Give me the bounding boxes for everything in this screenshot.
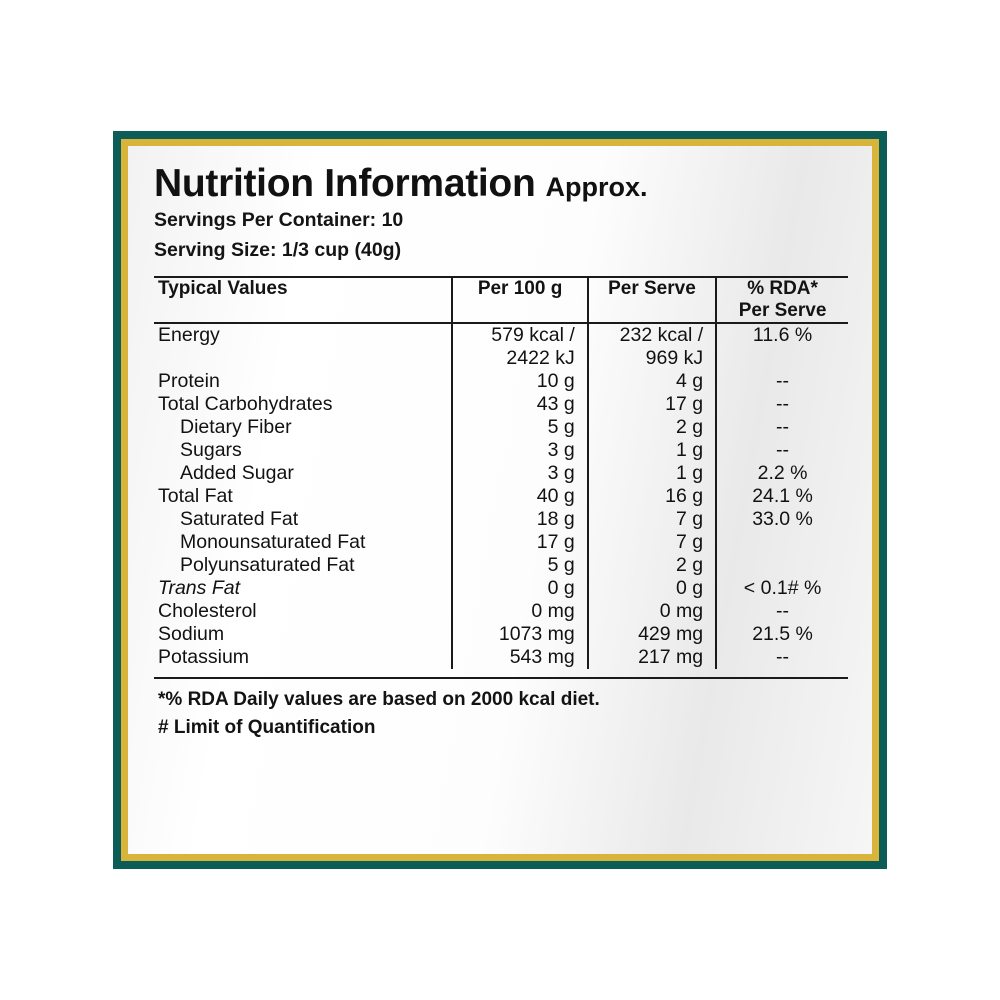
row-rda: -- [716, 393, 848, 416]
row-per-serve: 0 g [588, 577, 716, 600]
serving-size: Serving Size: 1/3 cup (40g) [154, 238, 402, 261]
row-rda: -- [716, 370, 848, 393]
row-per-100g: 17 g [452, 531, 587, 554]
table-row [154, 508, 848, 531]
table-row [154, 623, 848, 646]
row-per-100g: 2422 kJ [452, 347, 587, 370]
page-title: Nutrition Information [154, 162, 536, 205]
footnote-loq: # Limit of Quantification [158, 716, 376, 738]
row-per-serve: 7 g [588, 508, 716, 531]
table-header-row [154, 277, 848, 323]
outer-teal-border [113, 131, 887, 869]
row-rda: 33.0 % [716, 508, 848, 531]
row-label: Total Carbohydrates [158, 393, 333, 416]
table-row [154, 323, 848, 347]
row-per-100g: 10 g [452, 370, 587, 393]
row-per-serve: 1 g [588, 439, 716, 462]
inner-gold-border [121, 139, 879, 861]
row-rda: 11.6 % [716, 323, 848, 347]
row-label: Added Sugar [180, 462, 294, 485]
table-row [154, 577, 848, 600]
table-row [154, 600, 848, 623]
header-typical-values: Typical Values [154, 277, 452, 323]
header-per-serve: Per Serve [588, 277, 716, 323]
table-row [154, 416, 848, 439]
row-rda: 2.2 % [716, 462, 848, 485]
table-row [154, 531, 848, 554]
table-row [154, 347, 848, 370]
row-per-serve: 2 g [588, 416, 716, 439]
servings-per-container: Servings Per Container: 10 [154, 208, 404, 231]
header-per-100g: Per 100 g [452, 277, 587, 323]
row-label: Sodium [158, 623, 225, 646]
row-per-serve: 1 g [588, 462, 716, 485]
row-rda: 24.1 % [716, 485, 848, 508]
footnote-rda: *% RDA Daily values are based on 2000 kcal diet. [158, 689, 600, 711]
header-rda-line2: Per Serve [738, 300, 827, 322]
row-per-serve: 17 g [588, 393, 716, 416]
row-rda: 21.5 % [716, 623, 848, 646]
row-rda: -- [716, 600, 848, 623]
row-rda: -- [716, 439, 848, 462]
row-per-serve: 0 mg [588, 600, 716, 623]
title-row [154, 164, 848, 205]
row-rda [716, 554, 848, 577]
row-per-100g: 1073 mg [452, 623, 587, 646]
footnotes [154, 677, 848, 741]
row-per-100g: 18 g [452, 508, 587, 531]
row-per-100g: 543 mg [452, 646, 587, 669]
row-label: Dietary Fiber [180, 416, 292, 439]
row-per-serve: 16 g [588, 485, 716, 508]
row-per-serve: 429 mg [588, 623, 716, 646]
header-rda-line1: % RDA* [747, 278, 818, 300]
row-per-serve: 7 g [588, 531, 716, 554]
row-label: Sugars [180, 439, 242, 462]
row-label: Monounsaturated Fat [180, 531, 366, 554]
approx-note: Approx. [545, 172, 648, 202]
row-per-100g: 43 g [452, 393, 587, 416]
row-label: Total Fat [158, 485, 233, 508]
row-per-serve: 217 mg [588, 646, 716, 669]
row-per-100g: 0 g [452, 577, 587, 600]
table-row [154, 554, 848, 577]
row-rda [716, 347, 848, 370]
row-rda [716, 531, 848, 554]
row-per-100g: 40 g [452, 485, 587, 508]
row-label [154, 347, 452, 370]
nutrition-table [154, 276, 848, 669]
row-rda: < 0.1# % [716, 577, 848, 600]
table-row [154, 646, 848, 669]
label-panel [128, 146, 872, 854]
table-row [154, 370, 848, 393]
row-label: Saturated Fat [180, 508, 299, 531]
row-label: Cholesterol [158, 600, 257, 623]
row-label: Potassium [158, 646, 250, 669]
row-label: Polyunsaturated Fat [180, 554, 355, 577]
row-label: Protein [158, 370, 220, 393]
table-row [154, 393, 848, 416]
row-per-100g: 3 g [452, 439, 587, 462]
label-content [154, 164, 848, 842]
row-per-serve: 4 g [588, 370, 716, 393]
table-row [154, 462, 848, 485]
header-rda [716, 277, 848, 323]
row-rda: -- [716, 416, 848, 439]
row-per-100g: 5 g [452, 416, 587, 439]
row-per-serve: 232 kcal / [588, 323, 716, 347]
row-per-100g: 5 g [452, 554, 587, 577]
table-row [154, 439, 848, 462]
row-per-100g: 0 mg [452, 600, 587, 623]
row-per-100g: 3 g [452, 462, 587, 485]
row-rda: -- [716, 646, 848, 669]
row-per-100g: 579 kcal / [452, 323, 587, 347]
row-label: Trans Fat [158, 577, 240, 600]
row-per-serve: 969 kJ [588, 347, 716, 370]
row-per-serve: 2 g [588, 554, 716, 577]
table-row [154, 485, 848, 508]
row-label: Energy [158, 324, 220, 347]
